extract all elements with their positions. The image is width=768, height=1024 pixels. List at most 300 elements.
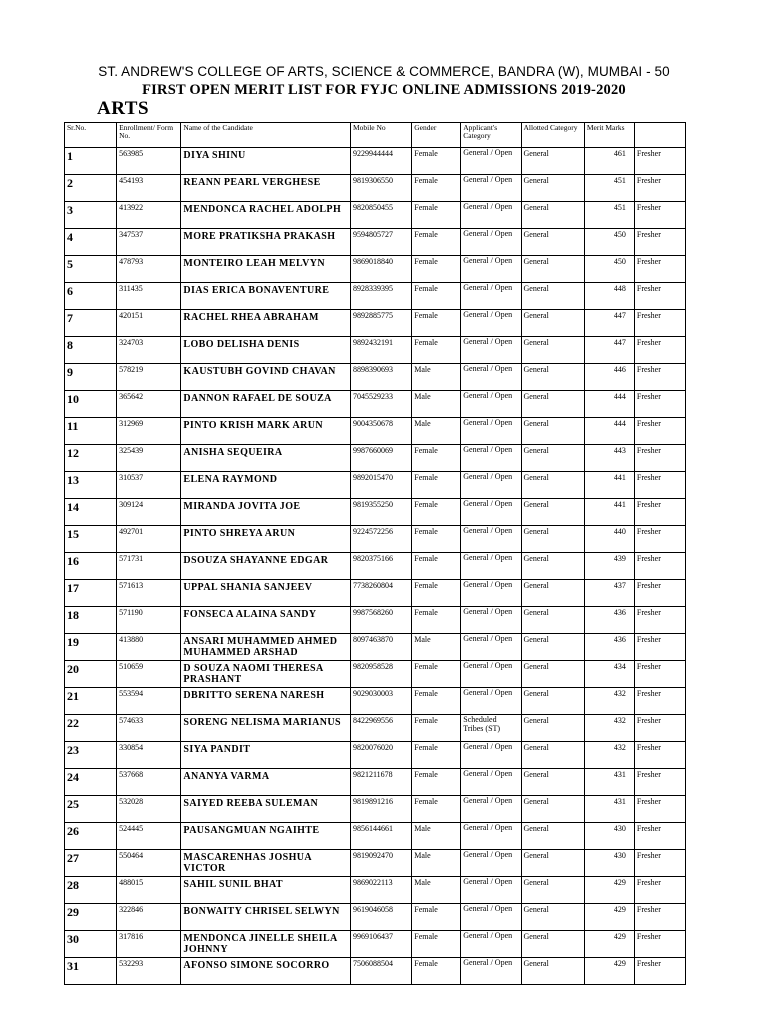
enrollment-no-cell: 325439 xyxy=(117,445,181,472)
mobile-no-cell: 8898390693 xyxy=(350,364,411,391)
merit-marks-cell: 441 xyxy=(584,472,634,499)
allotted-category-cell: General xyxy=(521,499,584,526)
sr-no-cell: 24 xyxy=(65,769,117,796)
sr-no-cell: 16 xyxy=(65,553,117,580)
status-cell: Fresher xyxy=(634,364,685,391)
table-row xyxy=(65,850,686,877)
applicant-category-cell: General / Open xyxy=(461,202,521,229)
merit-marks-cell: 451 xyxy=(584,202,634,229)
enrollment-no-cell: 571731 xyxy=(117,553,181,580)
mobile-no-cell: 9820958528 xyxy=(350,661,411,688)
merit-marks-cell: 443 xyxy=(584,445,634,472)
allotted-category-cell: General xyxy=(521,175,584,202)
allotted-category-cell: General xyxy=(521,337,584,364)
sr-no-cell: 26 xyxy=(65,823,117,850)
gender-cell: Female xyxy=(412,769,461,796)
header-col-sr-no: Sr.No. xyxy=(65,123,117,148)
gender-cell: Male xyxy=(412,877,461,904)
table-row xyxy=(65,715,686,742)
mobile-no-cell: 9004350678 xyxy=(350,418,411,445)
status-cell: Fresher xyxy=(634,256,685,283)
stream-heading: ARTS xyxy=(97,98,150,119)
candidate-name-cell: DIAS ERICA BONAVENTURE xyxy=(181,283,351,310)
table-row xyxy=(65,904,686,931)
allotted-category-cell: General xyxy=(521,769,584,796)
mobile-no-cell: 9819092470 xyxy=(350,850,411,877)
enrollment-no-cell: 324703 xyxy=(117,337,181,364)
sr-no-cell: 12 xyxy=(65,445,117,472)
applicant-category-cell: General / Open xyxy=(461,904,521,931)
enrollment-no-cell: 478793 xyxy=(117,256,181,283)
sr-no-cell: 14 xyxy=(65,499,117,526)
header-col-enrollment-no: Enrollment/ Form No. xyxy=(117,123,181,148)
merit-marks-cell: 444 xyxy=(584,391,634,418)
enrollment-no-cell: 532028 xyxy=(117,796,181,823)
status-cell: Fresher xyxy=(634,958,685,985)
gender-cell: Female xyxy=(412,499,461,526)
table-row xyxy=(65,796,686,823)
table-row xyxy=(65,256,686,283)
sr-no-cell: 31 xyxy=(65,958,117,985)
gender-cell: Female xyxy=(412,472,461,499)
allotted-category-cell: General xyxy=(521,391,584,418)
gender-cell: Female xyxy=(412,958,461,985)
merit-marks-cell: 432 xyxy=(584,688,634,715)
table-row xyxy=(65,148,686,175)
gender-cell: Female xyxy=(412,526,461,553)
status-cell: Fresher xyxy=(634,715,685,742)
gender-cell: Female xyxy=(412,283,461,310)
gender-cell: Female xyxy=(412,148,461,175)
applicant-category-cell: General / Open xyxy=(461,742,521,769)
status-cell: Fresher xyxy=(634,607,685,634)
table-row xyxy=(65,661,686,688)
sr-no-cell: 19 xyxy=(65,634,117,661)
merit-marks-cell: 429 xyxy=(584,958,634,985)
table-row xyxy=(65,364,686,391)
mobile-no-cell: 9856144661 xyxy=(350,823,411,850)
table-row xyxy=(65,499,686,526)
mobile-no-cell: 9821211678 xyxy=(350,769,411,796)
gender-cell: Female xyxy=(412,553,461,580)
gender-cell: Female xyxy=(412,337,461,364)
gender-cell: Female xyxy=(412,580,461,607)
candidate-name-cell: PINTO KRISH MARK ARUN xyxy=(181,418,351,445)
allotted-category-cell: General xyxy=(521,256,584,283)
applicant-category-cell: General / Open xyxy=(461,607,521,634)
sr-no-cell: 3 xyxy=(65,202,117,229)
allotted-category-cell: General xyxy=(521,661,584,688)
table-row xyxy=(65,823,686,850)
status-cell: Fresher xyxy=(634,634,685,661)
applicant-category-cell: General / Open xyxy=(461,661,521,688)
table-row xyxy=(65,391,686,418)
applicant-category-cell: General / Open xyxy=(461,283,521,310)
enrollment-no-cell: 578219 xyxy=(117,364,181,391)
allotted-category-cell: General xyxy=(521,688,584,715)
status-cell: Fresher xyxy=(634,175,685,202)
gender-cell: Female xyxy=(412,256,461,283)
enrollment-no-cell: 524445 xyxy=(117,823,181,850)
status-cell: Fresher xyxy=(634,904,685,931)
merit-marks-cell: 461 xyxy=(584,148,634,175)
applicant-category-cell: General / Open xyxy=(461,148,521,175)
table-row xyxy=(65,472,686,499)
merit-marks-cell: 451 xyxy=(584,175,634,202)
enrollment-no-cell: 347537 xyxy=(117,229,181,256)
status-cell: Fresher xyxy=(634,688,685,715)
merit-marks-cell: 431 xyxy=(584,796,634,823)
candidate-name-cell: LOBO DELISHA DENIS xyxy=(181,337,351,364)
allotted-category-cell: General xyxy=(521,229,584,256)
applicant-category-cell: General / Open xyxy=(461,499,521,526)
sr-no-cell: 7 xyxy=(65,310,117,337)
mobile-no-cell: 9820850455 xyxy=(350,202,411,229)
allotted-category-cell: General xyxy=(521,634,584,661)
status-cell: Fresher xyxy=(634,742,685,769)
status-cell: Fresher xyxy=(634,526,685,553)
candidate-name-cell: DANNON RAFAEL DE SOUZA xyxy=(181,391,351,418)
candidate-name-cell: ANANYA VARMA xyxy=(181,769,351,796)
header-col-gender: Gender xyxy=(412,123,461,148)
sr-no-cell: 25 xyxy=(65,796,117,823)
allotted-category-cell: General xyxy=(521,364,584,391)
allotted-category-cell: General xyxy=(521,958,584,985)
sr-no-cell: 6 xyxy=(65,283,117,310)
table-row xyxy=(65,769,686,796)
status-cell: Fresher xyxy=(634,769,685,796)
status-cell: Fresher xyxy=(634,148,685,175)
sr-no-cell: 8 xyxy=(65,337,117,364)
mobile-no-cell: 9892885775 xyxy=(350,310,411,337)
candidate-name-cell: SAIYED REEBA SULEMAN xyxy=(181,796,351,823)
allotted-category-cell: General xyxy=(521,148,584,175)
table-row xyxy=(65,445,686,472)
enrollment-no-cell: 532293 xyxy=(117,958,181,985)
mobile-no-cell: 7506088504 xyxy=(350,958,411,985)
allotted-category-cell: General xyxy=(521,823,584,850)
mobile-no-cell: 9819355250 xyxy=(350,499,411,526)
enrollment-no-cell: 492701 xyxy=(117,526,181,553)
merit-marks-cell: 432 xyxy=(584,742,634,769)
applicant-category-cell: General / Open xyxy=(461,364,521,391)
table-row xyxy=(65,877,686,904)
status-cell: Fresher xyxy=(634,445,685,472)
status-cell: Fresher xyxy=(634,877,685,904)
merit-list-table xyxy=(64,122,686,985)
sr-no-cell: 4 xyxy=(65,229,117,256)
merit-marks-cell: 429 xyxy=(584,877,634,904)
candidate-name-cell: AFONSO SIMONE SOCORRO xyxy=(181,958,351,985)
enrollment-no-cell: 420151 xyxy=(117,310,181,337)
merit-marks-cell: 436 xyxy=(584,607,634,634)
status-cell: Fresher xyxy=(634,472,685,499)
merit-marks-cell: 430 xyxy=(584,823,634,850)
allotted-category-cell: General xyxy=(521,580,584,607)
candidate-name-cell: ANISHA SEQUEIRA xyxy=(181,445,351,472)
candidate-name-cell: D SOUZA NAOMI THERESA PRASHANT xyxy=(181,661,351,688)
sr-no-cell: 11 xyxy=(65,418,117,445)
sr-no-cell: 17 xyxy=(65,580,117,607)
enrollment-no-cell: 365642 xyxy=(117,391,181,418)
enrollment-no-cell: 563985 xyxy=(117,148,181,175)
mobile-no-cell: 9820076020 xyxy=(350,742,411,769)
gender-cell: Male xyxy=(412,850,461,877)
table-row xyxy=(65,175,686,202)
candidate-name-cell: MENDONCA JINELLE SHEILA JOHNNY xyxy=(181,931,351,958)
applicant-category-cell: General / Open xyxy=(461,580,521,607)
enrollment-no-cell: 537668 xyxy=(117,769,181,796)
applicant-category-cell: General / Open xyxy=(461,472,521,499)
merit-marks-cell: 448 xyxy=(584,283,634,310)
status-cell: Fresher xyxy=(634,229,685,256)
candidate-name-cell: BONWAITY CHRISEL SELWYN xyxy=(181,904,351,931)
gender-cell: Male xyxy=(412,634,461,661)
merit-marks-cell: 446 xyxy=(584,364,634,391)
enrollment-no-cell: 317816 xyxy=(117,931,181,958)
status-cell: Fresher xyxy=(634,499,685,526)
sr-no-cell: 1 xyxy=(65,148,117,175)
enrollment-no-cell: 413880 xyxy=(117,634,181,661)
table-row xyxy=(65,931,686,958)
enrollment-no-cell: 330854 xyxy=(117,742,181,769)
enrollment-no-cell: 553594 xyxy=(117,688,181,715)
sr-no-cell: 2 xyxy=(65,175,117,202)
merit-marks-cell: 437 xyxy=(584,580,634,607)
allotted-category-cell: General xyxy=(521,445,584,472)
applicant-category-cell: General / Open xyxy=(461,850,521,877)
header-col-applicant-category: Applicant's Category xyxy=(461,123,521,148)
status-cell: Fresher xyxy=(634,796,685,823)
enrollment-no-cell: 550464 xyxy=(117,850,181,877)
status-cell: Fresher xyxy=(634,931,685,958)
merit-marks-cell: 444 xyxy=(584,418,634,445)
enrollment-no-cell: 322846 xyxy=(117,904,181,931)
merit-marks-cell: 441 xyxy=(584,499,634,526)
header-col-mobile-no: Mobile No xyxy=(350,123,411,148)
candidate-name-cell: UPPAL SHANIA SANJEEV xyxy=(181,580,351,607)
mobile-no-cell: 9619046058 xyxy=(350,904,411,931)
allotted-category-cell: General xyxy=(521,607,584,634)
merit-marks-cell: 432 xyxy=(584,715,634,742)
allotted-category-cell: General xyxy=(521,553,584,580)
status-cell: Fresher xyxy=(634,823,685,850)
status-cell: Fresher xyxy=(634,283,685,310)
candidate-name-cell: SAHIL SUNIL BHAT xyxy=(181,877,351,904)
header-col-merit-marks: Merit Marks xyxy=(584,123,634,148)
mobile-no-cell: 9987568260 xyxy=(350,607,411,634)
merit-list-title: FIRST OPEN MERIT LIST FOR FYJC ONLINE ADMISSIONS 2019-2020 xyxy=(142,82,626,98)
mobile-no-cell: 9029030003 xyxy=(350,688,411,715)
table-row xyxy=(65,310,686,337)
merit-marks-cell: 434 xyxy=(584,661,634,688)
gender-cell: Male xyxy=(412,823,461,850)
applicant-category-cell: General / Open xyxy=(461,958,521,985)
table-row xyxy=(65,337,686,364)
gender-cell: Female xyxy=(412,715,461,742)
sr-no-cell: 9 xyxy=(65,364,117,391)
allotted-category-cell: General xyxy=(521,472,584,499)
sr-no-cell: 15 xyxy=(65,526,117,553)
enrollment-no-cell: 413922 xyxy=(117,202,181,229)
mobile-no-cell: 9819306550 xyxy=(350,175,411,202)
applicant-category-cell: Scheduled Tribes (ST) xyxy=(461,715,521,742)
candidate-name-cell: MASCARENHAS JOSHUA VICTOR xyxy=(181,850,351,877)
table-body xyxy=(65,148,686,985)
mobile-no-cell: 9594805727 xyxy=(350,229,411,256)
applicant-category-cell: General / Open xyxy=(461,796,521,823)
applicant-category-cell: General / Open xyxy=(461,931,521,958)
gender-cell: Male xyxy=(412,391,461,418)
sr-no-cell: 29 xyxy=(65,904,117,931)
status-cell: Fresher xyxy=(634,391,685,418)
mobile-no-cell: 9869018840 xyxy=(350,256,411,283)
sr-no-cell: 18 xyxy=(65,607,117,634)
header-col-candidate-name: Name of the Candidate xyxy=(181,123,351,148)
enrollment-no-cell: 571190 xyxy=(117,607,181,634)
sr-no-cell: 10 xyxy=(65,391,117,418)
applicant-category-cell: General / Open xyxy=(461,391,521,418)
status-cell: Fresher xyxy=(634,337,685,364)
mobile-no-cell: 9224572256 xyxy=(350,526,411,553)
mobile-no-cell: 9892432191 xyxy=(350,337,411,364)
table-row xyxy=(65,526,686,553)
table-row xyxy=(65,688,686,715)
sr-no-cell: 28 xyxy=(65,877,117,904)
table-row xyxy=(65,958,686,985)
gender-cell: Female xyxy=(412,175,461,202)
candidate-name-cell: SIYA PANDIT xyxy=(181,742,351,769)
allotted-category-cell: General xyxy=(521,283,584,310)
table-row xyxy=(65,742,686,769)
applicant-category-cell: General / Open xyxy=(461,445,521,472)
applicant-category-cell: General / Open xyxy=(461,337,521,364)
status-cell: Fresher xyxy=(634,553,685,580)
allotted-category-cell: General xyxy=(521,931,584,958)
applicant-category-cell: General / Open xyxy=(461,877,521,904)
sr-no-cell: 5 xyxy=(65,256,117,283)
table-header-row xyxy=(65,123,686,148)
applicant-category-cell: General / Open xyxy=(461,310,521,337)
table-row xyxy=(65,283,686,310)
enrollment-no-cell: 309124 xyxy=(117,499,181,526)
applicant-category-cell: General / Open xyxy=(461,688,521,715)
allotted-category-cell: General xyxy=(521,850,584,877)
allotted-category-cell: General xyxy=(521,877,584,904)
candidate-name-cell: PAUSANGMUAN NGAIHTE xyxy=(181,823,351,850)
applicant-category-cell: General / Open xyxy=(461,769,521,796)
sr-no-cell: 23 xyxy=(65,742,117,769)
applicant-category-cell: General / Open xyxy=(461,526,521,553)
applicant-category-cell: General / Open xyxy=(461,175,521,202)
header-col-status xyxy=(634,123,685,148)
table-row xyxy=(65,634,686,661)
sr-no-cell: 20 xyxy=(65,661,117,688)
table-row xyxy=(65,418,686,445)
candidate-name-cell: REANN PEARL VERGHESE xyxy=(181,175,351,202)
gender-cell: Female xyxy=(412,688,461,715)
status-cell: Fresher xyxy=(634,850,685,877)
candidate-name-cell: MIRANDA JOVITA JOE xyxy=(181,499,351,526)
gender-cell: Female xyxy=(412,445,461,472)
enrollment-no-cell: 510659 xyxy=(117,661,181,688)
mobile-no-cell: 8097463870 xyxy=(350,634,411,661)
college-heading: ST. ANDREW'S COLLEGE OF ARTS, SCIENCE & COMMERCE, BANDRA (W), MUMBAI - 50 xyxy=(98,64,670,79)
sr-no-cell: 21 xyxy=(65,688,117,715)
gender-cell: Female xyxy=(412,607,461,634)
gender-cell: Female xyxy=(412,742,461,769)
candidate-name-cell: ELENA RAYMOND xyxy=(181,472,351,499)
table-row xyxy=(65,202,686,229)
allotted-category-cell: General xyxy=(521,202,584,229)
gender-cell: Male xyxy=(412,418,461,445)
enrollment-no-cell: 310537 xyxy=(117,472,181,499)
merit-marks-cell: 439 xyxy=(584,553,634,580)
merit-marks-cell: 450 xyxy=(584,256,634,283)
applicant-category-cell: General / Open xyxy=(461,256,521,283)
candidate-name-cell: RACHEL RHEA ABRAHAM xyxy=(181,310,351,337)
header-col-allotted-category: Allotted Category xyxy=(521,123,584,148)
candidate-name-cell: MENDONCA RACHEL ADOLPH xyxy=(181,202,351,229)
gender-cell: Female xyxy=(412,931,461,958)
mobile-no-cell: 8928339395 xyxy=(350,283,411,310)
mobile-no-cell: 9229944444 xyxy=(350,148,411,175)
allotted-category-cell: General xyxy=(521,526,584,553)
candidate-name-cell: DIYA SHINU xyxy=(181,148,351,175)
allotted-category-cell: General xyxy=(521,715,584,742)
mobile-no-cell: 7738260804 xyxy=(350,580,411,607)
status-cell: Fresher xyxy=(634,418,685,445)
gender-cell: Female xyxy=(412,229,461,256)
status-cell: Fresher xyxy=(634,661,685,688)
merit-marks-cell: 429 xyxy=(584,904,634,931)
merit-marks-cell: 429 xyxy=(584,931,634,958)
merit-marks-cell: 440 xyxy=(584,526,634,553)
applicant-category-cell: General / Open xyxy=(461,418,521,445)
table-row xyxy=(65,580,686,607)
enrollment-no-cell: 311435 xyxy=(117,283,181,310)
merit-marks-cell: 436 xyxy=(584,634,634,661)
candidate-name-cell: MONTEIRO LEAH MELVYN xyxy=(181,256,351,283)
candidate-name-cell: ANSARI MUHAMMED AHMED MUHAMMED ARSHAD xyxy=(181,634,351,661)
candidate-name-cell: SORENG NELISMA MARIANUS xyxy=(181,715,351,742)
allotted-category-cell: General xyxy=(521,310,584,337)
merit-marks-cell: 447 xyxy=(584,337,634,364)
candidate-name-cell: DSOUZA SHAYANNE EDGAR xyxy=(181,553,351,580)
mobile-no-cell: 9892015470 xyxy=(350,472,411,499)
enrollment-no-cell: 312969 xyxy=(117,418,181,445)
merit-marks-cell: 430 xyxy=(584,850,634,877)
gender-cell: Female xyxy=(412,661,461,688)
table-row xyxy=(65,607,686,634)
merit-marks-cell: 450 xyxy=(584,229,634,256)
enrollment-no-cell: 454193 xyxy=(117,175,181,202)
table-row xyxy=(65,229,686,256)
allotted-category-cell: General xyxy=(521,742,584,769)
applicant-category-cell: General / Open xyxy=(461,229,521,256)
candidate-name-cell: FONSECA ALAINA SANDY xyxy=(181,607,351,634)
candidate-name-cell: MORE PRATIKSHA PRAKASH xyxy=(181,229,351,256)
gender-cell: Female xyxy=(412,202,461,229)
mobile-no-cell: 9869022113 xyxy=(350,877,411,904)
enrollment-no-cell: 571613 xyxy=(117,580,181,607)
merit-marks-cell: 447 xyxy=(584,310,634,337)
allotted-category-cell: General xyxy=(521,904,584,931)
allotted-category-cell: General xyxy=(521,796,584,823)
table-row xyxy=(65,553,686,580)
sr-no-cell: 22 xyxy=(65,715,117,742)
status-cell: Fresher xyxy=(634,202,685,229)
